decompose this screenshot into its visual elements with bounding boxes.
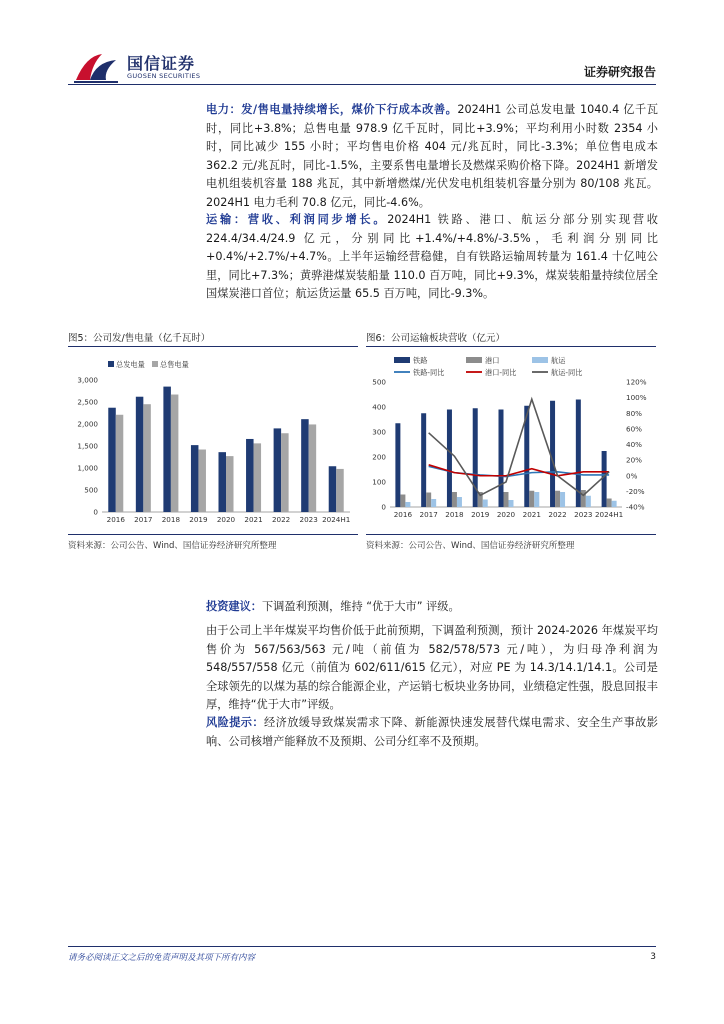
paragraph-power xyxy=(206,101,658,212)
bar-总发电量-2016 xyxy=(108,408,116,512)
y-tick-label: 500 xyxy=(372,377,386,387)
investment-body: 下调盈利预测，维持 “优于大市” 评级。 xyxy=(261,600,460,613)
x-tick-label: 2024H1 xyxy=(322,515,351,524)
bar-航运-2017 xyxy=(431,499,436,507)
legend-label-港口: 港口 xyxy=(485,356,500,365)
x-tick-label: 2019 xyxy=(189,515,208,524)
bar-总发电量-2022 xyxy=(274,428,282,512)
bar-航运-2024H1 xyxy=(612,501,617,507)
bar-总发电量-2024H1 xyxy=(329,466,337,512)
x-tick-label: 2017 xyxy=(419,510,438,519)
x-tick-label: 2018 xyxy=(161,515,181,524)
y-tick-label: 200 xyxy=(372,452,386,462)
transport-body: 2024H1 铁路、港口、航运分部分别实现营收 224.4/34.4/24.9 亿元，分别同比+1.4%/+4.8%/-3.5%，毛利润分别同比+0.4%/+2.7%/+4.7%。上半年运输经营稳健，自有铁路运输周转量为 161.4 十亿吨公里，同比+7.3%；黄骅港煤炭装船量 110.0 百万吨，同比+9.3%，煤炭装船量持续位居全国煤炭港口首位；航运货运量 65.5 百万吨，同比-9.3%。 xyxy=(206,213,658,300)
bar-港口-2018 xyxy=(452,492,457,507)
legend-label-铁路: 铁路 xyxy=(413,356,428,365)
bar-铁路-2020 xyxy=(499,410,504,508)
legend-label-总发电量: 总发电量 xyxy=(116,360,145,369)
y-tick-label: 0 xyxy=(93,507,98,517)
bar-港口-2020 xyxy=(504,492,509,507)
bar-总发电量-2018 xyxy=(163,387,171,512)
y2-tick-label: 0% xyxy=(626,471,638,481)
transport-heading: 运输：营收、利润同步增长。 xyxy=(206,213,388,226)
x-tick-label: 2016 xyxy=(393,510,413,519)
y-tick-label: 3,000 xyxy=(77,375,98,385)
y-tick-label: 300 xyxy=(372,427,386,437)
x-tick-label: 2016 xyxy=(106,515,125,524)
legend-label-铁路-同比: 铁路-同比 xyxy=(413,368,445,377)
y2-tick-label: 40% xyxy=(626,440,642,449)
bar-铁路-2019 xyxy=(473,408,478,507)
footer-divider xyxy=(68,946,656,947)
y-tick-label: 100 xyxy=(372,477,386,487)
investment-heading: 投资建议： xyxy=(206,600,262,613)
legend-label-总售电量: 总售电量 xyxy=(160,360,189,369)
legend-swatch-港口 xyxy=(466,357,482,363)
paragraph-transport xyxy=(206,211,658,304)
figure-6-bottom-rule xyxy=(366,534,656,535)
risk-heading: 风险提示： xyxy=(206,716,264,729)
x-tick-label: 2018 xyxy=(445,510,464,519)
paragraph-investment-detail xyxy=(206,622,658,715)
bar-航运-2020 xyxy=(509,500,514,507)
legend-label-港口-同比: 港口-同比 xyxy=(485,368,517,377)
bar-港口-2023 xyxy=(581,490,586,507)
bar-港口-2016 xyxy=(400,495,405,508)
x-tick-label: 2022 xyxy=(271,515,291,524)
logo-text-cn: 国信证券 xyxy=(127,54,196,73)
legend-swatch-航运 xyxy=(532,357,548,363)
x-tick-label: 2019 xyxy=(471,510,490,519)
report-type: 证券研究报告 xyxy=(583,65,656,79)
figure-6-title: 图6：公司运输板块营收（亿元） xyxy=(366,333,506,344)
page-number: 3 xyxy=(650,952,656,962)
bar-总售电量-2021 xyxy=(254,443,261,512)
bar-总发电量-2021 xyxy=(246,439,254,512)
y2-tick-label: 120% xyxy=(626,377,647,387)
risk-body: 经济放缓导致煤炭需求下降、新能源快速发展替代煤电需求、安全生产事故影响、公司核增产能释放不及预期、公司分红率不及预期。 xyxy=(206,716,658,748)
power-body: 2024H1 公司总发电量 1040.4 亿千瓦时，同比+3.8%；总售电量 978.9 亿千瓦时，同比+3.9%；平均利用小时数 2354 小时，同比减少 155 小时；平均售电价格 404 元/兆瓦时，同比-3.3%；单位售电成本 362.2 元/兆瓦时，同比-1.5%，主要系售电量增长及燃煤采购价格下降。2024H1 新增发电机组装机容量 188 兆瓦，其中新增燃煤/光伏发电机组装机容量分别为 80/108 兆瓦。2024H1 电力毛利 70.8 亿元，同比-4.6%。 xyxy=(206,103,658,209)
bar-铁路-2016 xyxy=(395,423,400,507)
y-tick-label: 1,500 xyxy=(77,441,98,451)
bar-总售电量-2019 xyxy=(198,450,206,512)
legend-label-航运: 航运 xyxy=(551,356,566,365)
y-tick-label: 0 xyxy=(381,502,386,512)
bar-总发电量-2019 xyxy=(191,445,199,512)
footer-disclaimer: 请务必阅读正文之后的免责声明及其项下所有内容 xyxy=(68,953,256,963)
legend-swatch-铁路 xyxy=(394,357,410,363)
x-tick-label: 2023 xyxy=(299,515,318,524)
guosen-logo xyxy=(72,50,212,86)
figure-5-bottom-rule xyxy=(68,534,358,535)
bar-港口-2024H1 xyxy=(607,499,612,508)
bar-铁路-2018 xyxy=(447,410,452,508)
paragraph-investment xyxy=(206,598,658,617)
bar-总发电量-2020 xyxy=(219,452,227,512)
x-tick-label: 2021 xyxy=(522,510,541,519)
y-tick-label: 2,000 xyxy=(77,419,98,429)
y-tick-label: 2,500 xyxy=(77,397,98,407)
header-divider xyxy=(68,84,656,85)
bar-总售电量-2023 xyxy=(309,424,317,512)
y2-tick-label: 20% xyxy=(626,455,642,465)
logo-text-en: GUOSEN SECURITIES xyxy=(127,72,201,80)
bar-总发电量-2017 xyxy=(136,397,144,512)
paragraph-risk xyxy=(206,714,658,751)
bar-航运-2021 xyxy=(534,492,539,507)
bar-总售电量-2022 xyxy=(281,433,289,512)
x-tick-label: 2023 xyxy=(574,510,593,519)
figure-5-title: 图5：公司发/售电量（亿千瓦时） xyxy=(68,333,211,344)
transport-revenue-chart xyxy=(366,352,656,532)
power-heading: 电力：发/售电量持续增长，煤价下行成本改善。 xyxy=(206,103,458,116)
legend-label-航运-同比: 航运-同比 xyxy=(551,368,583,377)
x-tick-label: 2022 xyxy=(548,510,567,519)
bar-港口-2022 xyxy=(555,491,560,507)
bar-航运-2023 xyxy=(586,496,591,507)
bar-铁路-2017 xyxy=(421,413,426,507)
x-tick-label: 2020 xyxy=(216,515,236,524)
x-tick-label: 2024H1 xyxy=(594,510,624,519)
bar-总售电量-2018 xyxy=(171,395,179,512)
figure-5-source: 资料来源：公司公告、Wind、国信证券经济研究所整理 xyxy=(68,541,277,551)
y2-tick-label: 60% xyxy=(626,424,642,434)
bar-总发电量-2023 xyxy=(301,419,309,512)
y-tick-label: 400 xyxy=(372,402,386,412)
bar-总售电量-2020 xyxy=(226,456,234,512)
y2-tick-label: -40% xyxy=(626,502,645,512)
bar-总售电量-2024H1 xyxy=(336,469,344,512)
bar-航运-2022 xyxy=(560,492,565,507)
x-tick-label: 2021 xyxy=(244,515,263,524)
y-tick-label: 500 xyxy=(84,485,98,495)
y2-tick-label: -20% xyxy=(626,486,645,496)
figure-6-top-rule xyxy=(366,346,656,347)
bar-航运-2018 xyxy=(457,497,462,507)
legend-swatch-总售电量 xyxy=(152,361,158,367)
y2-tick-label: 100% xyxy=(626,393,647,403)
investment-detail: 由于公司上半年煤炭平均售价低于此前预期，下调盈利预测，预计 2024-2026 年煤炭平均售价为 567/563/563 元/吨（前值为 582/578/573 元/吨），为归母净利润为 548/557/558 亿元（前值为 602/611/615 亿元），对应 PE 为 14.3/14.1/14.1。公司是全球领先的以煤为基的综合能源企业，产运销七板块业务协同，业绩稳定性强，股息回报丰厚，维持“优于大市”评级。 xyxy=(206,624,658,711)
line-航运-同比 xyxy=(429,399,609,495)
y-tick-label: 1,000 xyxy=(77,463,98,473)
bar-航运-2019 xyxy=(483,500,488,508)
y2-tick-label: 80% xyxy=(626,408,642,418)
power-generation-chart xyxy=(68,352,358,532)
figure-5-top-rule xyxy=(68,346,358,347)
x-tick-label: 2020 xyxy=(496,510,516,519)
guosen-logo-icon xyxy=(72,50,122,84)
bar-总售电量-2017 xyxy=(143,404,151,512)
figure-5 xyxy=(68,330,358,555)
bar-港口-2021 xyxy=(529,491,534,507)
figure-6-source: 资料来源：公司公告、Wind、国信证券经济研究所整理 xyxy=(366,541,575,551)
figure-6 xyxy=(366,330,656,555)
bar-总售电量-2016 xyxy=(116,415,124,512)
page-header xyxy=(0,0,724,90)
x-tick-label: 2017 xyxy=(134,515,153,524)
legend-swatch-总发电量 xyxy=(108,361,114,367)
bar-港口-2017 xyxy=(426,493,431,508)
bar-航运-2016 xyxy=(405,502,410,507)
